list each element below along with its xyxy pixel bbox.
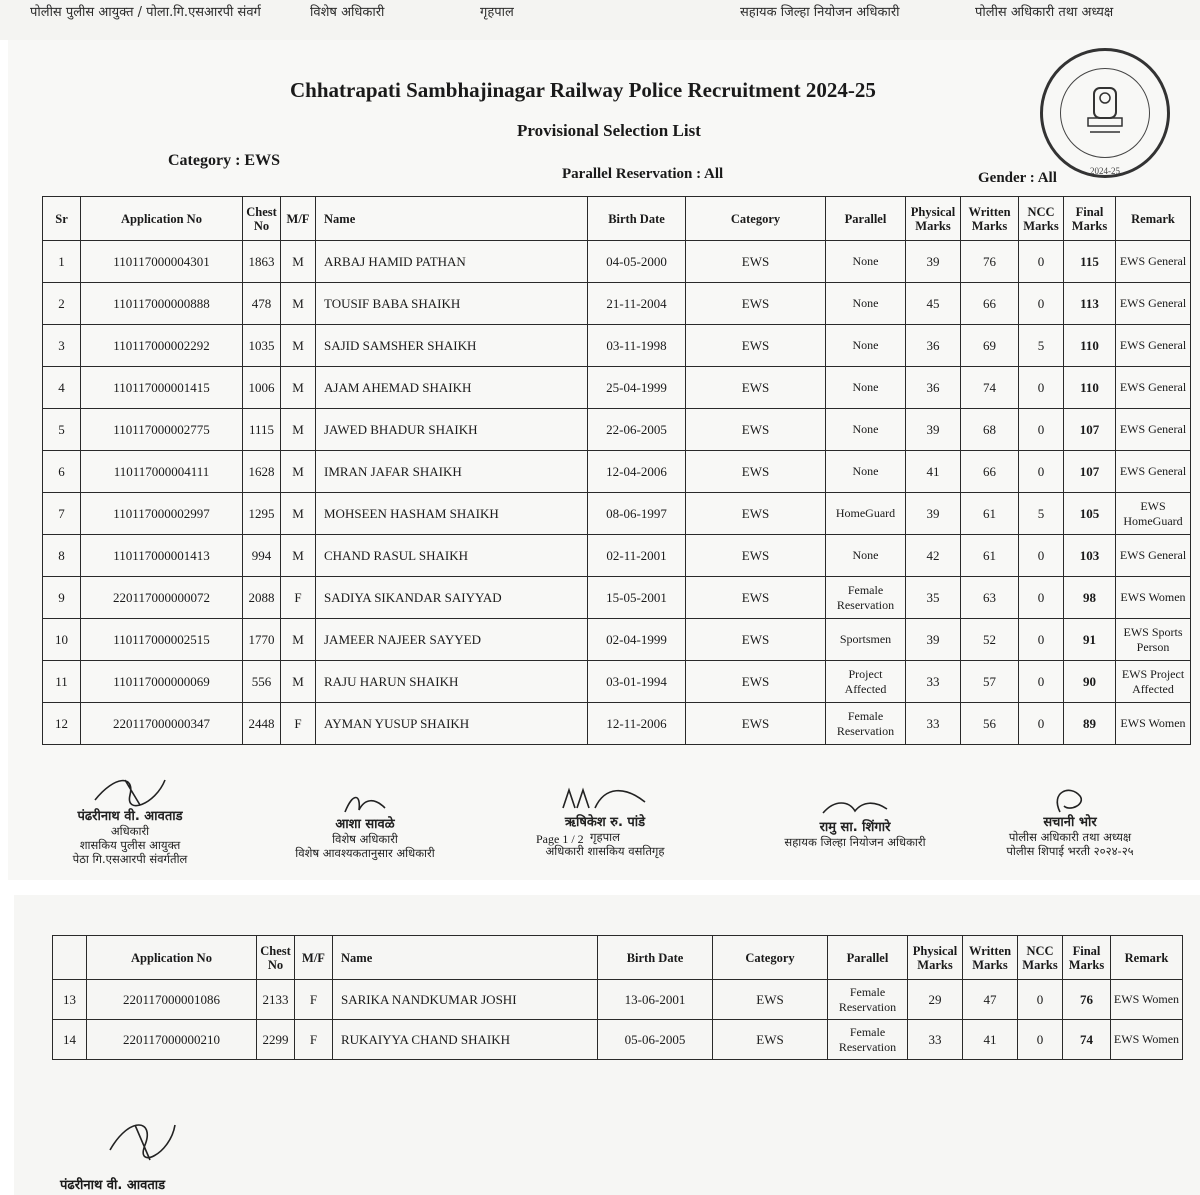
emblem-icon bbox=[1080, 80, 1130, 140]
table-cell: EWS Sports Person bbox=[1116, 619, 1191, 661]
table-cell: 4 bbox=[43, 367, 81, 409]
top-strip-signature-4: सहायक जिल्हा नियोजन अधिकारी bbox=[740, 5, 900, 20]
table-cell: EWS General bbox=[1116, 409, 1191, 451]
column-header: Application No bbox=[87, 936, 257, 980]
table-cell: 110117000000069 bbox=[81, 661, 243, 703]
table-cell: 0 bbox=[1018, 1020, 1063, 1060]
table-cell: EWS HomeGuard bbox=[1116, 493, 1191, 535]
table-cell: 12 bbox=[43, 703, 81, 745]
table-cell: 1628 bbox=[243, 451, 281, 493]
table-cell: 68 bbox=[961, 409, 1019, 451]
table-cell: F bbox=[281, 703, 316, 745]
table-cell: 90 bbox=[1064, 661, 1116, 703]
table-cell: AJAM AHEMAD SHAIKH bbox=[316, 367, 588, 409]
table-cell: 2 bbox=[43, 283, 81, 325]
table-cell: EWS Women bbox=[1111, 1020, 1183, 1060]
table-cell: None bbox=[826, 451, 906, 493]
column-header: Birth Date bbox=[588, 197, 686, 241]
top-strip-signature-2: विशेष अधिकारी bbox=[310, 5, 385, 20]
table-cell: EWS Women bbox=[1116, 703, 1191, 745]
selection-table bbox=[42, 196, 1191, 745]
signature-scribble-icon bbox=[85, 770, 175, 810]
table-cell: 110117000004301 bbox=[81, 241, 243, 283]
page-number: Page 1 / 2 bbox=[536, 832, 584, 846]
table-cell: 05-06-2005 bbox=[598, 1020, 713, 1060]
column-header: NCC Marks bbox=[1019, 197, 1064, 241]
table-header-row bbox=[43, 197, 1191, 241]
table-cell: None bbox=[826, 283, 906, 325]
table-cell: CHAND RASUL SHAIKH bbox=[316, 535, 588, 577]
table-cell: 115 bbox=[1064, 241, 1116, 283]
signature-scribble-icon bbox=[335, 790, 395, 818]
table-cell: EWS bbox=[686, 283, 826, 325]
table-cell: 0 bbox=[1019, 619, 1064, 661]
table-cell: 6 bbox=[43, 451, 81, 493]
table-cell: AYMAN YUSUP SHAIKH bbox=[316, 703, 588, 745]
table-cell: EWS bbox=[686, 409, 826, 451]
signature-scribble-icon bbox=[815, 795, 895, 821]
signatory-name: सचानी भोर bbox=[1043, 815, 1097, 830]
column-header: Chest No bbox=[257, 936, 295, 980]
table-cell: 52 bbox=[961, 619, 1019, 661]
table-row bbox=[43, 325, 1191, 367]
table-cell: EWS bbox=[686, 661, 826, 703]
table-cell: 14 bbox=[53, 1020, 87, 1060]
table-cell: 110117000000888 bbox=[81, 283, 243, 325]
table-cell: 69 bbox=[961, 325, 1019, 367]
table-cell: 02-04-1999 bbox=[588, 619, 686, 661]
table-cell: Female Reservation bbox=[828, 980, 908, 1020]
table-cell: 2133 bbox=[257, 980, 295, 1020]
table-cell: 61 bbox=[961, 535, 1019, 577]
table-cell: 5 bbox=[1019, 493, 1064, 535]
table-cell: 03-11-1998 bbox=[588, 325, 686, 367]
table-cell: EWS bbox=[686, 493, 826, 535]
table-cell: 98 bbox=[1064, 577, 1116, 619]
table-header-row bbox=[53, 936, 1183, 980]
column-header: Parallel bbox=[828, 936, 908, 980]
signatory-title: विशेष अधिकारी bbox=[332, 832, 398, 846]
table-cell: EWS bbox=[686, 325, 826, 367]
table-cell: 0 bbox=[1019, 283, 1064, 325]
table-cell: 3 bbox=[43, 325, 81, 367]
table-cell: 08-06-1997 bbox=[588, 493, 686, 535]
table-cell: 76 bbox=[961, 241, 1019, 283]
table-cell: EWS bbox=[713, 980, 828, 1020]
table-cell: 12-11-2006 bbox=[588, 703, 686, 745]
table-row bbox=[43, 535, 1191, 577]
table-cell: 556 bbox=[243, 661, 281, 703]
table-cell: EWS General bbox=[1116, 325, 1191, 367]
table-cell: None bbox=[826, 535, 906, 577]
table-cell: TOUSIF BABA SHAIKH bbox=[316, 283, 588, 325]
table-cell: 110117000002515 bbox=[81, 619, 243, 661]
table-cell: 39 bbox=[906, 241, 961, 283]
table-cell: 0 bbox=[1019, 367, 1064, 409]
column-header: Written Marks bbox=[963, 936, 1018, 980]
table-cell: 74 bbox=[961, 367, 1019, 409]
top-strip-signature-5: पोलीस अधिकारी तथा अध्यक्ष bbox=[975, 5, 1114, 20]
table-cell: 33 bbox=[906, 703, 961, 745]
table-cell: 36 bbox=[906, 325, 961, 367]
top-strip-signature-3: गृहपाल bbox=[480, 5, 514, 20]
table-cell: 1 bbox=[43, 241, 81, 283]
seal-year: 2024-25 bbox=[1090, 166, 1120, 176]
column-header: Remark bbox=[1111, 936, 1183, 980]
signatory-office: पोलीस शिपाई भरती २०२४-२५ bbox=[1006, 844, 1134, 858]
table-cell: 91 bbox=[1064, 619, 1116, 661]
table-row bbox=[53, 1020, 1183, 1060]
column-header: Application No bbox=[81, 197, 243, 241]
table-cell: M bbox=[281, 409, 316, 451]
table-cell: 47 bbox=[963, 980, 1018, 1020]
top-strip-signature-1: पोलीस पुलीस आयुक्त / पोला.गि.एसआरपी संवर्ग bbox=[30, 5, 261, 20]
column-header: Name bbox=[316, 197, 588, 241]
table-cell: 41 bbox=[906, 451, 961, 493]
table-cell: EWS General bbox=[1116, 367, 1191, 409]
table-cell: 66 bbox=[961, 283, 1019, 325]
table-cell: EWS General bbox=[1116, 451, 1191, 493]
table-cell: EWS Women bbox=[1111, 980, 1183, 1020]
signature-scribble-icon bbox=[100, 1110, 180, 1170]
table-cell: EWS bbox=[686, 577, 826, 619]
table-cell: 42 bbox=[906, 535, 961, 577]
document-title: Chhatrapati Sambhajinagar Railway Police Recruitment 2024-25 bbox=[290, 78, 876, 102]
table-cell: M bbox=[281, 535, 316, 577]
table-cell: 10 bbox=[43, 619, 81, 661]
table-row bbox=[43, 493, 1191, 535]
table-row bbox=[43, 619, 1191, 661]
table-cell: 0 bbox=[1019, 661, 1064, 703]
table-cell: 2088 bbox=[243, 577, 281, 619]
table-cell: 220117000000072 bbox=[81, 577, 243, 619]
signature-block-3 bbox=[500, 782, 710, 858]
table-cell: 478 bbox=[243, 283, 281, 325]
signature-scribble-icon bbox=[1040, 782, 1100, 816]
table-row bbox=[43, 241, 1191, 283]
previous-page-strip bbox=[0, 0, 1200, 40]
column-header: Category bbox=[713, 936, 828, 980]
signature-block-4 bbox=[745, 795, 965, 849]
column-header: Written Marks bbox=[961, 197, 1019, 241]
table-cell: EWS bbox=[686, 703, 826, 745]
table-cell: 110 bbox=[1064, 367, 1116, 409]
table-cell: 1295 bbox=[243, 493, 281, 535]
table-cell: 89 bbox=[1064, 703, 1116, 745]
table-row bbox=[43, 367, 1191, 409]
table-cell: Female Reservation bbox=[828, 1020, 908, 1060]
column-header: Physical Marks bbox=[908, 936, 963, 980]
table-cell: 39 bbox=[906, 493, 961, 535]
table-cell: F bbox=[295, 980, 333, 1020]
table-cell: F bbox=[295, 1020, 333, 1060]
signatory-title: सहायक जिल्हा नियोजन अधिकारी bbox=[784, 835, 926, 849]
table-cell: EWS General bbox=[1116, 241, 1191, 283]
table-cell: Female Reservation bbox=[826, 577, 906, 619]
column-header: M/F bbox=[281, 197, 316, 241]
table-cell: 107 bbox=[1064, 409, 1116, 451]
table-cell: 110117000002775 bbox=[81, 409, 243, 451]
table-cell: 13-06-2001 bbox=[598, 980, 713, 1020]
table-cell: 04-05-2000 bbox=[588, 241, 686, 283]
table-cell: None bbox=[826, 409, 906, 451]
signatory-office: अधिकारी शासकिय वसतिगृह bbox=[545, 844, 665, 858]
table-cell: 36 bbox=[906, 367, 961, 409]
gender-label: Gender : All bbox=[978, 170, 1057, 186]
table-cell: EWS bbox=[686, 367, 826, 409]
table-cell: EWS bbox=[686, 241, 826, 283]
table-cell: 1770 bbox=[243, 619, 281, 661]
table-cell: EWS bbox=[713, 1020, 828, 1060]
column-header: Final Marks bbox=[1064, 197, 1116, 241]
table-cell: RUKAIYYA CHAND SHAIKH bbox=[333, 1020, 598, 1060]
table-cell: 107 bbox=[1064, 451, 1116, 493]
table-cell: 29 bbox=[908, 980, 963, 1020]
table-cell: 103 bbox=[1064, 535, 1116, 577]
column-header: Remark bbox=[1116, 197, 1191, 241]
table-cell: 74 bbox=[1063, 1020, 1111, 1060]
table-cell: 0 bbox=[1019, 535, 1064, 577]
table-cell: None bbox=[826, 241, 906, 283]
table-cell: Project Affected bbox=[826, 661, 906, 703]
table-cell: 0 bbox=[1018, 980, 1063, 1020]
column-header: M/F bbox=[295, 936, 333, 980]
table-cell: 220117000000347 bbox=[81, 703, 243, 745]
table-cell: None bbox=[826, 325, 906, 367]
table-cell: 11 bbox=[43, 661, 81, 703]
column-header: Birth Date bbox=[598, 936, 713, 980]
table-cell: 57 bbox=[961, 661, 1019, 703]
table-cell: 110117000002997 bbox=[81, 493, 243, 535]
table-cell: 113 bbox=[1064, 283, 1116, 325]
table-cell: F bbox=[281, 577, 316, 619]
column-header: Parallel bbox=[826, 197, 906, 241]
signature-block-2 bbox=[270, 790, 460, 860]
table-cell: SARIKA NANDKUMAR JOSHI bbox=[333, 980, 598, 1020]
table-cell: 8 bbox=[43, 535, 81, 577]
table-cell: 1006 bbox=[243, 367, 281, 409]
table-cell: 110117000001413 bbox=[81, 535, 243, 577]
table-cell: SADIYA SIKANDAR SAIYYAD bbox=[316, 577, 588, 619]
table-cell: 76 bbox=[1063, 980, 1111, 1020]
category-label: Category : EWS bbox=[168, 152, 280, 169]
table-cell: 41 bbox=[963, 1020, 1018, 1060]
table-cell: 13 bbox=[53, 980, 87, 1020]
table-row bbox=[43, 577, 1191, 619]
table-cell: 39 bbox=[906, 619, 961, 661]
table-row bbox=[43, 283, 1191, 325]
signature-scribble-icon bbox=[555, 782, 655, 816]
signatory-office: शासकिय पुलीस आयुक्त bbox=[79, 838, 181, 852]
column-header: Sr bbox=[43, 197, 81, 241]
table-cell: EWS General bbox=[1116, 283, 1191, 325]
column-header: Physical Marks bbox=[906, 197, 961, 241]
signatory-name: आशा सावळे bbox=[335, 817, 395, 832]
table-cell: Female Reservation bbox=[826, 703, 906, 745]
table-cell: 0 bbox=[1019, 409, 1064, 451]
table-cell: 220117000000210 bbox=[87, 1020, 257, 1060]
table-cell: 994 bbox=[243, 535, 281, 577]
table-cell: 63 bbox=[961, 577, 1019, 619]
table-cell: M bbox=[281, 661, 316, 703]
table-cell: M bbox=[281, 325, 316, 367]
table-cell: JAWED BHADUR SHAIKH bbox=[316, 409, 588, 451]
table-cell: 1115 bbox=[243, 409, 281, 451]
table-cell: 110117000004111 bbox=[81, 451, 243, 493]
table-cell: Sportsmen bbox=[826, 619, 906, 661]
table-row bbox=[43, 703, 1191, 745]
table-cell: 110 bbox=[1064, 325, 1116, 367]
table-cell: 61 bbox=[961, 493, 1019, 535]
table-cell: 110117000001415 bbox=[81, 367, 243, 409]
table-row bbox=[53, 980, 1183, 1020]
table-cell: IMRAN JAFAR SHAIKH bbox=[316, 451, 588, 493]
table-cell: 220117000001086 bbox=[87, 980, 257, 1020]
column-header bbox=[53, 936, 87, 980]
table-cell: 0 bbox=[1019, 703, 1064, 745]
table-cell: 21-11-2004 bbox=[588, 283, 686, 325]
signatory-title: पोलीस अधिकारी तथा अध्यक्ष bbox=[1008, 830, 1132, 844]
table-cell: HomeGuard bbox=[826, 493, 906, 535]
table-cell: 5 bbox=[43, 409, 81, 451]
table-cell: 39 bbox=[906, 409, 961, 451]
table-cell: 2448 bbox=[243, 703, 281, 745]
signatory-title: अधिकारी bbox=[110, 824, 150, 838]
table-cell: None bbox=[826, 367, 906, 409]
column-header: Category bbox=[686, 197, 826, 241]
signature-block-5 bbox=[960, 782, 1180, 858]
table-cell: 7 bbox=[43, 493, 81, 535]
table-cell: M bbox=[281, 619, 316, 661]
continuation-table bbox=[52, 935, 1183, 1060]
bottom-signatory-name: पंढरीनाथ वी. आवताड bbox=[60, 1178, 166, 1193]
table-cell: 0 bbox=[1019, 577, 1064, 619]
table-cell: 105 bbox=[1064, 493, 1116, 535]
table-cell: M bbox=[281, 367, 316, 409]
table-cell: 03-01-1994 bbox=[588, 661, 686, 703]
table-cell: EWS bbox=[686, 535, 826, 577]
table-cell: 9 bbox=[43, 577, 81, 619]
table-row bbox=[43, 661, 1191, 703]
table-cell: 0 bbox=[1019, 451, 1064, 493]
column-header: Name bbox=[333, 936, 598, 980]
table-cell: 15-05-2001 bbox=[588, 577, 686, 619]
table-cell: ARBAJ HAMID PATHAN bbox=[316, 241, 588, 283]
table-cell: 110117000002292 bbox=[81, 325, 243, 367]
column-header: Chest No bbox=[243, 197, 281, 241]
table-cell: 22-06-2005 bbox=[588, 409, 686, 451]
signatory-name: पंढरीनाथ वी. आवताड bbox=[77, 809, 183, 824]
table-cell: 35 bbox=[906, 577, 961, 619]
signatory-name: ऋषिकेश रु. पांडे bbox=[564, 815, 646, 830]
signatory-title: गृहपाल bbox=[590, 830, 620, 844]
table-row bbox=[43, 409, 1191, 451]
table-cell: M bbox=[281, 241, 316, 283]
table-cell: 5 bbox=[1019, 325, 1064, 367]
table-cell: SAJID SAMSHER SHAIKH bbox=[316, 325, 588, 367]
table-cell: EWS Project Affected bbox=[1116, 661, 1191, 703]
table-cell: EWS bbox=[686, 619, 826, 661]
signature-block-1 bbox=[30, 770, 230, 866]
table-cell: EWS bbox=[686, 451, 826, 493]
table-cell: 33 bbox=[908, 1020, 963, 1060]
document-subtitle: Provisional Selection List bbox=[517, 121, 701, 140]
table-cell: 25-04-1999 bbox=[588, 367, 686, 409]
table-cell: 33 bbox=[906, 661, 961, 703]
table-cell: EWS Women bbox=[1116, 577, 1191, 619]
table-row bbox=[43, 451, 1191, 493]
table-cell: 45 bbox=[906, 283, 961, 325]
table-cell: 1035 bbox=[243, 325, 281, 367]
table-cell: RAJU HARUN SHAIKH bbox=[316, 661, 588, 703]
column-header: NCC Marks bbox=[1018, 936, 1063, 980]
table-cell: M bbox=[281, 283, 316, 325]
table-cell: 1863 bbox=[243, 241, 281, 283]
table-cell: 66 bbox=[961, 451, 1019, 493]
table-cell: EWS General bbox=[1116, 535, 1191, 577]
signatory-office-2: पेठा गि.एसआरपी संवर्गतील bbox=[72, 852, 188, 866]
column-header: Final Marks bbox=[1063, 936, 1111, 980]
table-cell: 02-11-2001 bbox=[588, 535, 686, 577]
signatory-office: विशेष आवश्यकतानुसार अधिकारी bbox=[295, 846, 435, 860]
table-cell: M bbox=[281, 451, 316, 493]
table-cell: JAMEER NAJEER SAYYED bbox=[316, 619, 588, 661]
table-cell: 2299 bbox=[257, 1020, 295, 1060]
table-cell: 12-04-2006 bbox=[588, 451, 686, 493]
signatory-name: रामु सा. शिंगारे bbox=[819, 820, 891, 835]
table-cell: MOHSEEN HASHAM SHAIKH bbox=[316, 493, 588, 535]
table-cell: 56 bbox=[961, 703, 1019, 745]
table-cell: M bbox=[281, 493, 316, 535]
table-cell: 0 bbox=[1019, 241, 1064, 283]
parallel-reservation-label: Parallel Reservation : All bbox=[562, 166, 724, 182]
